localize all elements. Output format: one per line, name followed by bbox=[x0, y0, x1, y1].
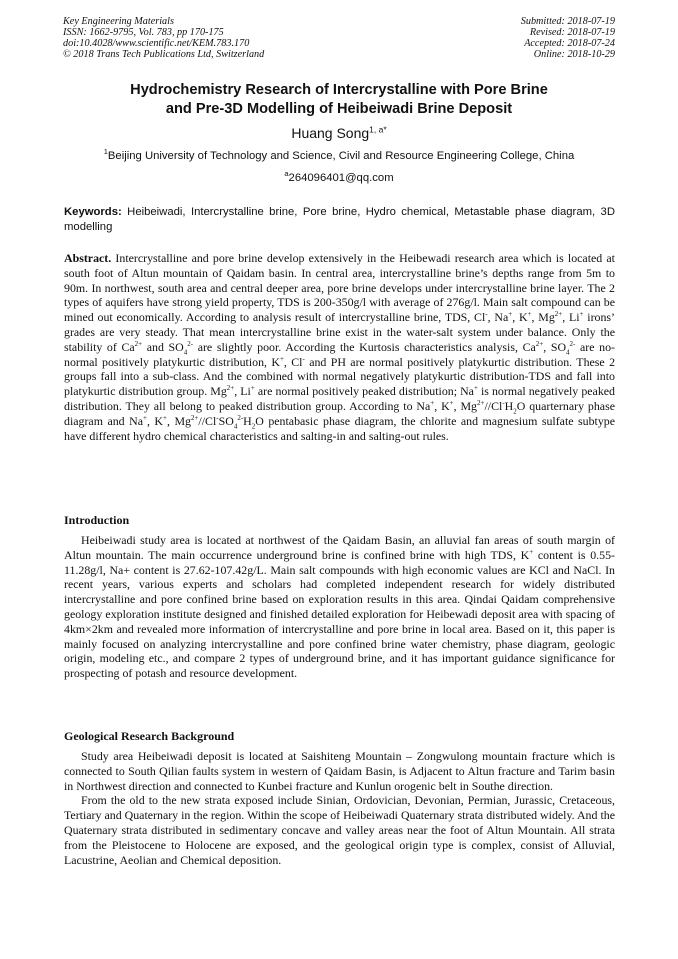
introduction-paragraph bbox=[64, 533, 615, 681]
introduction-heading: Introduction bbox=[64, 513, 130, 527]
charge-sup: + bbox=[250, 384, 255, 393]
charge-sup: - bbox=[485, 310, 488, 319]
email-sup: a bbox=[284, 169, 289, 179]
charge-sup: + bbox=[508, 310, 513, 319]
abstract-text: is normal negatively peaked distribution. They all belong to peaked distribution group. According to Na bbox=[64, 384, 615, 413]
formula-sub: 2 bbox=[513, 407, 517, 416]
journal-name: Key Engineering Materials bbox=[63, 16, 174, 27]
abstract-text: are normal positively peaked distribution; Na bbox=[254, 384, 474, 399]
abstract-text: , K bbox=[512, 310, 528, 325]
abstract-text: Intercrystalline and pore brine develop extensively in the Heibewadi research area which is located at south foot of Altun mountain of Qaidam basin. In central area, intercrystalline brine’s depths range from 5m to 90m. In northwest, south area and central deeper area, pore brine develops under intercrystalline brine layer. The 2 types of aquifers have strong yield property, TDS is 200-350g/l with average of 276g/l. Main salt compound can be mined out economically. According to analysis result of intercrystalline brine, TDS, Cl bbox=[64, 251, 615, 325]
charge-sup: 2- bbox=[569, 339, 576, 348]
abstract-text: //Cl bbox=[198, 413, 217, 428]
revised-date: Revised: 2018-07-19 bbox=[529, 27, 615, 38]
charge-sup: 2+ bbox=[134, 339, 143, 348]
charge-sup: 2+ bbox=[554, 310, 563, 319]
abstract-text: //Cl bbox=[484, 398, 503, 413]
title-line-1: Hydrochemistry Research of Intercrystalline with Pore Brine bbox=[130, 82, 548, 98]
abstract-text: , Na bbox=[487, 310, 509, 325]
charge-sup: + bbox=[449, 399, 454, 407]
charge-sup: + bbox=[473, 384, 478, 393]
issn-line: ISSN: 1662-9795, Vol. 783, pp 170-175 bbox=[63, 27, 224, 38]
author-name: Huang Song bbox=[291, 125, 370, 141]
charge-sup: - bbox=[302, 354, 305, 363]
keywords-label: Keywords: bbox=[64, 206, 122, 218]
abstract-text: , SO bbox=[543, 339, 567, 354]
submitted-date: Submitted: 2018-07-19 bbox=[520, 16, 615, 27]
title-line-2: and Pre-3D Modelling of Heibeiwadi Brine Deposit bbox=[165, 100, 513, 117]
charge-sup: + bbox=[527, 310, 532, 319]
formula-sub: 2 bbox=[251, 422, 256, 431]
charge-sup: 2+ bbox=[535, 339, 544, 348]
online-date: Online: 2018-10-29 bbox=[533, 49, 615, 60]
charge-sup: 2+ bbox=[226, 384, 235, 393]
abstract-label: Abstract. bbox=[64, 251, 112, 265]
abstract-text: are slightly poor. According the Kurtosis characteristics analysis, Ca bbox=[193, 339, 536, 354]
introduction-body bbox=[64, 533, 615, 681]
affiliation-text: Beijing University of Technology and Science, Civil and Resource Engineering College, China bbox=[107, 150, 575, 162]
geology-paragraph-2: From the old to the new strata exposed include Sinian, Ordovician, Devonian, Permian, Jurassic, Cretaceous, Tertiary and Quaternary in the region. Within the scope of Heibeiwadi Quaternary strata distributed widely. And the Quaternary strata distributed in sedimentary concave and valley areas near the foot of Altun Mountain. All strata from the Pleistocene to Holocene are exposed, and the geological origin type is complex, consist of Alluvial, Lacustrine, Aeolian and Chemical deposition. bbox=[64, 793, 615, 867]
journal-info bbox=[63, 16, 264, 60]
geology-body bbox=[64, 749, 615, 867]
keywords bbox=[64, 205, 615, 235]
affiliation bbox=[0, 147, 678, 162]
email-line bbox=[0, 169, 678, 184]
author-sup: 1, a* bbox=[369, 124, 387, 135]
abstract-text: O pentabasic phase diagram, the chlorite and magnesium sulfate subtype have different hydro chemical characteristics and salting-in and salting-out rules. bbox=[64, 413, 616, 443]
abstract-text: H bbox=[504, 398, 514, 413]
abstract-text: , Mg bbox=[453, 398, 478, 413]
affiliation-sup: 1 bbox=[103, 147, 108, 157]
abstract-text: , Cl bbox=[283, 354, 303, 369]
charge-sup: 2- bbox=[237, 413, 244, 422]
abstract-text: , Mg bbox=[166, 413, 191, 428]
abstract-text: irons’ grades are very steady. That mean intercrystalline brine exist in the water-salt system under balance. Only the stability of Ca bbox=[64, 310, 616, 354]
charge-sup: 2+ bbox=[477, 399, 485, 407]
dates-info bbox=[521, 16, 615, 60]
keywords-text: Heibeiwadi, Intercrystalline brine, Pore brine, Hydro chemical, Metastable phase diagram, 3D modelling bbox=[64, 206, 615, 233]
charge-sup: - bbox=[216, 413, 219, 422]
paper-title bbox=[40, 81, 638, 118]
doi-line: doi:10.4028/www.scientific.net/KEM.783.170 bbox=[63, 38, 250, 49]
charge-sup: 2+ bbox=[190, 413, 199, 422]
email-text[interactable]: 264096401@qq.com bbox=[288, 172, 394, 184]
abstract-text: , Mg bbox=[531, 310, 555, 325]
abstract-text: O quarternary phase diagram and Na bbox=[64, 398, 615, 428]
abstract-text: , Li bbox=[562, 310, 580, 325]
abstract-text: , K bbox=[434, 398, 450, 413]
charge-sup: + bbox=[430, 399, 435, 407]
copyright-line: © 2018 Trans Tech Publications Ltd, Switzerland bbox=[63, 49, 265, 60]
charge-sup: 2- bbox=[187, 339, 194, 348]
abstract-text: and PH are normal positively platykurtic distribution. These 2 groups fall into a sub-class. And the combined with normal negatively platykurtic distribution-TDS and fall into platykurtic distribution group. Mg bbox=[64, 354, 616, 399]
formula-sub: 4 bbox=[233, 422, 238, 431]
geology-heading: Geological Research Background bbox=[64, 729, 235, 743]
charge-sup: + bbox=[279, 354, 284, 363]
formula-sub: 4 bbox=[566, 348, 570, 357]
abstract-text: , Li bbox=[234, 384, 251, 399]
abstract bbox=[64, 251, 615, 443]
abstract-text: are no-normal positively platykurtic distribution, K bbox=[64, 339, 615, 369]
abstract-text: , K bbox=[146, 413, 164, 428]
introduction-text: Heibeiwadi study area is located at northwest of the Qaidam Basin, an alluvial fan areas of south margin of Altun mountain. The main occurrence underground brine is confined brine with high TDS, K bbox=[64, 533, 615, 562]
formula-sub: 4 bbox=[183, 348, 188, 357]
charge-sup: + bbox=[143, 413, 147, 422]
abstract-text: SO bbox=[218, 413, 234, 428]
charge-sup: + bbox=[579, 310, 584, 319]
abstract-text: H bbox=[243, 413, 252, 428]
introduction-text: content is 0.55-11.28g/l, Na+ content is 27.62-107.42g/L. Main salt compounds with high economic values are KCl and NaCl. In recent years, various experts and scholars had completed independent research for widely distributed intercrystalline and pore confined brine based on exploration results in this area. Qindai Qaidam comprehensive geology exploration institute designed and finished detailed exploration for Heibewadi deposit area with spacing of 4km×2km and revealed more information of intercrystalline and pore brine in local area. Based on it, this paper is mainly focused on analyzing intercrystalline and pore confined brine water chemistry, phase diagram, geologic origin, modeling etc., and compare 2 types of underground brine, and it has important guidance significance for prospecting of potash and resource development. bbox=[64, 547, 615, 681]
accepted-date: Accepted: 2018-07-24 bbox=[524, 38, 615, 49]
abstract-paragraph bbox=[64, 251, 615, 443]
author-line bbox=[0, 125, 678, 141]
abstract-text: and SO bbox=[142, 339, 184, 354]
charge-sup: - bbox=[502, 399, 505, 407]
geology-paragraph-1: Study area Heibeiwadi deposit is located at Saishiteng Mountain – Zongwulong mountain fracture which is connected to South Qilian faults system in western of Qaidam Basin, is Adjacent to Altun fracture and Tarim basin in Northwest direction and connected to Kunbei fracture and Kunlun orogenic belt in Southe direction. bbox=[64, 749, 615, 793]
charge-sup: + bbox=[163, 413, 167, 422]
charge-sup: + bbox=[529, 547, 534, 556]
